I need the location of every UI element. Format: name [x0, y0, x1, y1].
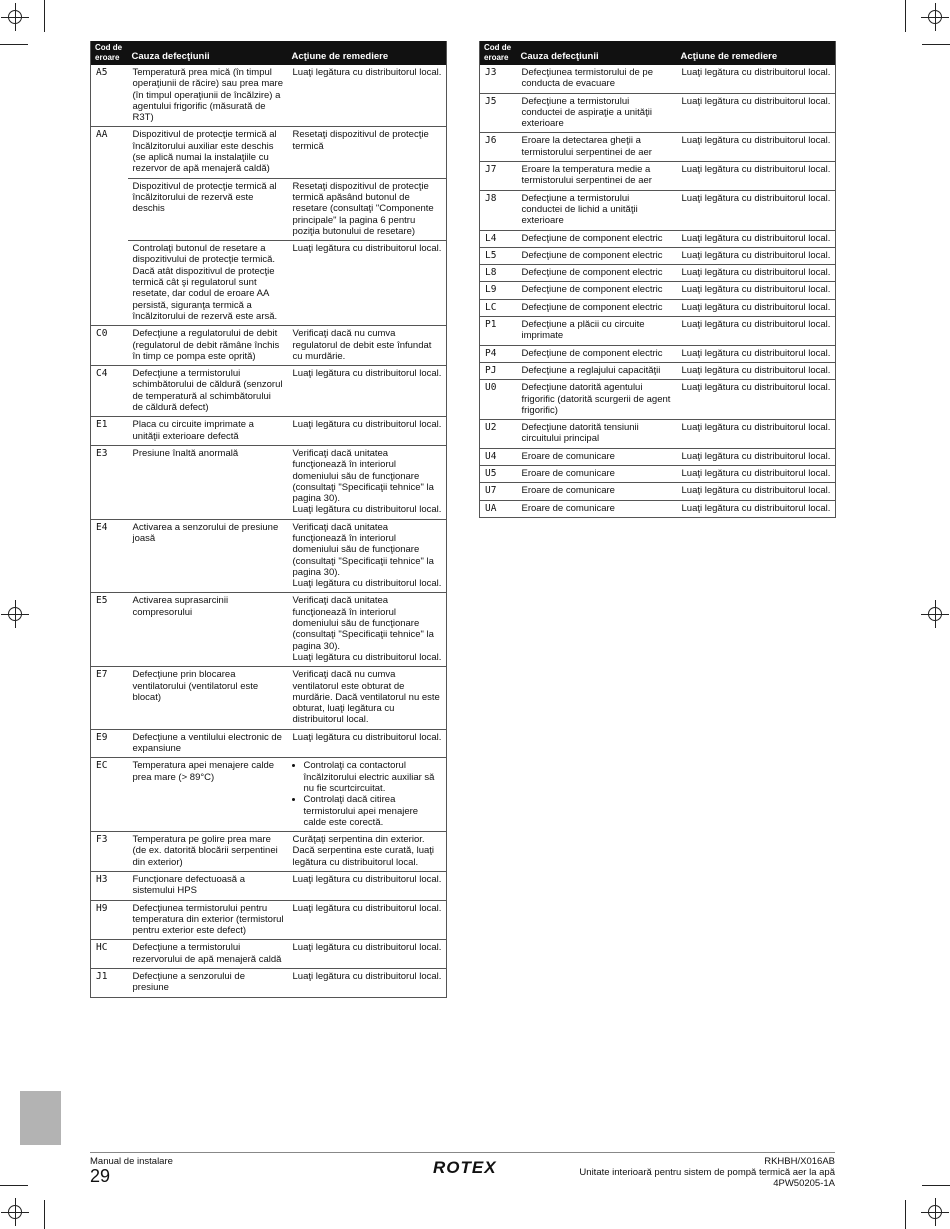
error-cause: Defecţiune a regulatorului de debit (regulatorul de debit rămâne închis în timp ce pompa este oprită) — [128, 326, 288, 366]
error-code: E4 — [91, 519, 128, 593]
registration-mark-mid-right — [921, 600, 949, 628]
table-row — [480, 317, 836, 346]
error-cause: Temperatură prea mică (în timpul operaţiunii de răcire) sau prea mare (în timpul operaţiunii de încălzire) a agentului frigorific (măsurată de R3T) — [128, 65, 288, 127]
error-code: J7 — [480, 162, 517, 191]
table-row — [91, 832, 447, 872]
page-number: 29 — [90, 1166, 111, 1186]
error-cause: Defecţiune a termistorului rezervorului de apă menajeră caldă — [128, 940, 288, 969]
error-code-table-right — [479, 41, 836, 518]
error-code: L4 — [480, 230, 517, 247]
error-action: Luaţi legătura cu distribuitorul local. — [677, 162, 836, 191]
trim-line — [905, 1200, 906, 1229]
table-row — [480, 93, 836, 133]
error-action: Luaţi legătura cu distribuitorul local. — [288, 940, 447, 969]
brand-logo: ROTEX — [433, 1158, 497, 1177]
error-code: J1 — [91, 969, 128, 998]
error-code: PJ — [480, 362, 517, 379]
error-code: J8 — [480, 190, 517, 230]
error-cause: Dispozitivul de protecţie termică al încălzitorului auxiliar este deschis (se aplică numai la instalaţiile cu rezervor de apă menajeră caldă) — [128, 127, 288, 178]
footer-model: RKHBH/X016AB — [764, 1156, 835, 1167]
action-bullet: • Controlaţi dacă citirea termistorului apei menajere calde este corectă. — [304, 794, 443, 828]
table-row — [91, 366, 447, 417]
registration-mark-top-right — [921, 3, 949, 31]
error-action: Luaţi legătura cu distribuitorul local. — [677, 345, 836, 362]
error-cause: Defecţiune de component electric — [517, 265, 677, 282]
table-row — [91, 729, 447, 758]
error-cause: Defecţiune a termistorului schimbătorului de căldură (senzorul de temperatură al schimbătorului de căldură defect) — [128, 366, 288, 417]
table-row — [91, 241, 447, 326]
error-code: E7 — [91, 667, 128, 729]
table-row — [480, 362, 836, 379]
error-action: Luaţi legătura cu distribuitorul local. — [677, 282, 836, 299]
registration-mark-top-left — [1, 3, 29, 31]
error-code: P4 — [480, 345, 517, 362]
error-action: Luaţi legătura cu distribuitorul local. — [677, 247, 836, 264]
error-action: Luaţi legătura cu distribuitorul local. — [288, 241, 447, 326]
table-row — [91, 758, 447, 832]
registration-mark-bottom-left — [1, 1198, 29, 1226]
error-action: Luaţi legătura cu distribuitorul local. — [288, 969, 447, 998]
table-row — [480, 65, 836, 93]
section-tab-marker — [20, 1091, 61, 1145]
error-action: Verificaţi dacă unitatea funcţionează în interiorul domeniului său de funcţionare (consultaţi "Specificaţii tehnice" la pagina 30). Luaţi legătura cu distribuitorul local. — [288, 519, 447, 593]
error-cause: Controlaţi butonul de resetare a dispozitivului de protecţie termică. Dacă atât dispozitivul de protecţie termică cât şi regulatorul sunt resetate, dar codul de eroare AA persistă, siguranţa termică a încălzitorului de rezervă este arsă. — [128, 241, 288, 326]
trim-line — [44, 0, 45, 32]
error-code: L8 — [480, 265, 517, 282]
error-action: Curăţaţi serpentina din exterior. Dacă serpentina este curată, luaţi legătura cu distribuitorul local. — [288, 832, 447, 872]
header-action: Acţiune de remediere — [677, 41, 836, 65]
error-code: U0 — [480, 380, 517, 420]
error-action: Luaţi legătura cu distribuitorul local. — [677, 265, 836, 282]
error-code: J5 — [480, 93, 517, 133]
trim-line — [44, 1200, 45, 1229]
error-code: H3 — [91, 872, 128, 901]
error-cause: Placa cu circuite imprimate a unităţii exterioare defectă — [128, 417, 288, 446]
table-row — [91, 872, 447, 901]
table-row — [480, 448, 836, 465]
error-action: Luaţi legătura cu distribuitorul local. — [677, 448, 836, 465]
error-cause: Eroare la detectarea gheţii a termistorului serpentinei de aer — [517, 133, 677, 162]
error-cause: Eroare de comunicare — [517, 500, 677, 517]
error-action: Luaţi legătura cu distribuitorul local. — [677, 362, 836, 379]
table-row — [480, 299, 836, 316]
error-cause: Defecţiune a termistorului conductei de lichid a unităţii exterioare — [517, 190, 677, 230]
error-code: L5 — [480, 247, 517, 264]
error-action: Luaţi legătura cu distribuitorul local. — [288, 872, 447, 901]
table-row — [91, 940, 447, 969]
table-row — [480, 230, 836, 247]
error-code: C4 — [91, 366, 128, 417]
error-cause: Defecţiune a ventilului electronic de expansiune — [128, 729, 288, 758]
table-row — [91, 445, 447, 519]
error-cause: Defecţiune datorită agentului frigorific (datorită scurgerii de agent frigorific) — [517, 380, 677, 420]
table-row — [91, 667, 447, 729]
error-code: HC — [91, 940, 128, 969]
header-cause: Cauza defecţiunii — [128, 41, 288, 65]
table-row — [91, 969, 447, 998]
error-code: E3 — [91, 445, 128, 519]
error-cause: Defecţiune a reglajului capacităţii — [517, 362, 677, 379]
error-code: UA — [480, 500, 517, 517]
table-row — [480, 133, 836, 162]
error-code: H9 — [91, 900, 128, 940]
error-cause: Defecţiune prin blocarea ventilatorului (ventilatorul este blocat) — [128, 667, 288, 729]
table-row — [480, 345, 836, 362]
error-cause: Defecţiune a plăcii cu circuite imprimate — [517, 317, 677, 346]
error-code: J3 — [480, 65, 517, 93]
table-row — [480, 466, 836, 483]
error-cause: Defecţiune de component electric — [517, 299, 677, 316]
table-row — [91, 127, 447, 178]
error-code: U2 — [480, 420, 517, 449]
error-cause: Eroare la temperatura medie a termistorului serpentinei de aer — [517, 162, 677, 191]
header-code: Cod de eroare — [91, 41, 128, 65]
error-code: AA — [91, 127, 128, 326]
table-row — [480, 247, 836, 264]
error-action: Luaţi legătura cu distribuitorul local. — [677, 380, 836, 420]
table-row — [480, 162, 836, 191]
error-code: E1 — [91, 417, 128, 446]
action-bullet: • Controlaţi ca contactorul încălzitorului electric auxiliar să nu fie scurtcircuitat. — [304, 760, 443, 794]
error-cause: Eroare de comunicare — [517, 448, 677, 465]
error-action: Verificaţi dacă unitatea funcţionează în interiorul domeniului său de funcţionare (consultaţi "Specificaţii tehnice" la pagina 30). Luaţi legătura cu distribuitorul local. — [288, 593, 447, 667]
registration-mark-bottom-right — [921, 1198, 949, 1226]
error-code-table-left — [90, 41, 447, 998]
table-row — [91, 519, 447, 593]
error-code: EC — [91, 758, 128, 832]
table-row — [480, 190, 836, 230]
error-code: LC — [480, 299, 517, 316]
error-cause: Defecţiune datorită tensiunii circuitului principal — [517, 420, 677, 449]
error-cause: Funcţionare defectuoasă a sistemului HPS — [128, 872, 288, 901]
table-row — [91, 417, 447, 446]
footer-doc-code: 4PW50205-1A — [773, 1178, 835, 1189]
error-action: Resetaţi dispozitivul de protecţie termică — [288, 127, 447, 178]
table-row — [480, 265, 836, 282]
trim-line — [0, 44, 28, 45]
error-cause: Defecţiune de component electric — [517, 247, 677, 264]
error-code: L9 — [480, 282, 517, 299]
error-action: Luaţi legătura cu distribuitorul local. — [288, 729, 447, 758]
header-cause: Cauza defecţiunii — [517, 41, 677, 65]
trim-line — [922, 1185, 950, 1186]
error-code: U7 — [480, 483, 517, 500]
table-row — [480, 380, 836, 420]
error-code: F3 — [91, 832, 128, 872]
error-cause: Presiune înaltă anormală — [128, 445, 288, 519]
error-cause: Temperatura pe golire prea mare (de ex. datorită blocării serpentinei din exterior) — [128, 832, 288, 872]
table-row — [91, 900, 447, 940]
error-cause: Defecţiunea termistorului de pe conducta de evacuare — [517, 65, 677, 93]
error-action: Luaţi legătura cu distribuitorul local. — [677, 420, 836, 449]
trim-line — [905, 0, 906, 32]
error-action — [288, 758, 447, 832]
error-action: Luaţi legătura cu distribuitorul local. — [677, 230, 836, 247]
error-code: E9 — [91, 729, 128, 758]
header-code: Cod de eroare — [480, 41, 517, 65]
error-cause: Activarea a senzorului de presiune joasă — [128, 519, 288, 593]
error-action: Luaţi legătura cu distribuitorul local. — [677, 317, 836, 346]
error-action: Luaţi legătura cu distribuitorul local. — [288, 417, 447, 446]
error-cause: Activarea suprasarcinii compresorului — [128, 593, 288, 667]
error-cause: Dispozitivul de protecţie termică al încălzitorului de rezervă este deschis — [128, 178, 288, 240]
error-action: Luaţi legătura cu distribuitorul local. — [288, 900, 447, 940]
error-cause: Temperatura apei menajere calde prea mare (> 89°C) — [128, 758, 288, 832]
error-action: Luaţi legătura cu distribuitorul local. — [288, 366, 447, 417]
footer-manual-title: Manual de instalare — [90, 1156, 173, 1167]
error-action: Luaţi legătura cu distribuitorul local. — [677, 483, 836, 500]
action-bullet-list — [293, 760, 443, 828]
error-cause: Defecţiune de component electric — [517, 282, 677, 299]
error-code: J6 — [480, 133, 517, 162]
error-code: A5 — [91, 65, 128, 127]
error-cause: Eroare de comunicare — [517, 466, 677, 483]
table-header-row — [480, 41, 836, 65]
error-cause: Defecţiune a senzorului de presiune — [128, 969, 288, 998]
table-row — [480, 282, 836, 299]
error-action: Luaţi legătura cu distribuitorul local. — [677, 133, 836, 162]
table-row — [91, 326, 447, 366]
error-cause: Eroare de comunicare — [517, 483, 677, 500]
footer-description: Unitate interioară pentru sistem de pompă termică aer la apă — [579, 1167, 835, 1178]
error-action: Luaţi legătura cu distribuitorul local. — [677, 93, 836, 133]
error-action: Verificaţi dacă nu cumva ventilatorul este obturat de murdărie. Dacă ventilatorul nu este obturat, luaţi legătura cu distribuitorul local. — [288, 667, 447, 729]
error-action: Luaţi legătura cu distribuitorul local. — [677, 500, 836, 517]
error-action: Luaţi legătura cu distribuitorul local. — [677, 190, 836, 230]
table-row — [480, 420, 836, 449]
table-row — [480, 500, 836, 517]
error-action: Luaţi legătura cu distribuitorul local. — [677, 65, 836, 93]
trim-line — [0, 1185, 28, 1186]
table-row — [91, 593, 447, 667]
error-cause: Defecţiune de component electric — [517, 345, 677, 362]
header-action: Acţiune de remediere — [288, 41, 447, 65]
error-code: C0 — [91, 326, 128, 366]
error-action: Luaţi legătura cu distribuitorul local. — [677, 466, 836, 483]
error-code: E5 — [91, 593, 128, 667]
table-row — [91, 65, 447, 127]
error-cause: Defecţiunea termistorului pentru temperatura din exterior (termistorul pentru exterior este defect) — [128, 900, 288, 940]
table-header-row — [91, 41, 447, 65]
error-code: U4 — [480, 448, 517, 465]
table-row — [91, 178, 447, 240]
registration-mark-mid-left — [1, 600, 29, 628]
table-row — [480, 483, 836, 500]
error-code: U5 — [480, 466, 517, 483]
error-action: Verificaţi dacă unitatea funcţionează în interiorul domeniului său de funcţionare (consultaţi "Specificaţii tehnice" la pagina 30). Luaţi legătura cu distribuitorul local. — [288, 445, 447, 519]
trim-line — [922, 44, 950, 45]
error-action: Resetaţi dispozitivul de protecţie termică apăsând butonul de resetare (consultaţi "Componente principale" la pagina 6 pentru poziţia butonului de resetare) — [288, 178, 447, 240]
error-action: Luaţi legătura cu distribuitorul local. — [288, 65, 447, 127]
error-code: P1 — [480, 317, 517, 346]
error-action: Verificaţi dacă nu cumva regulatorul de debit este înfundat cu murdărie. — [288, 326, 447, 366]
error-cause: Defecţiune a termistorului conductei de aspiraţie a unităţii exterioare — [517, 93, 677, 133]
error-action: Luaţi legătura cu distribuitorul local. — [677, 299, 836, 316]
error-cause: Defecţiune de component electric — [517, 230, 677, 247]
footer-divider — [90, 1152, 835, 1153]
